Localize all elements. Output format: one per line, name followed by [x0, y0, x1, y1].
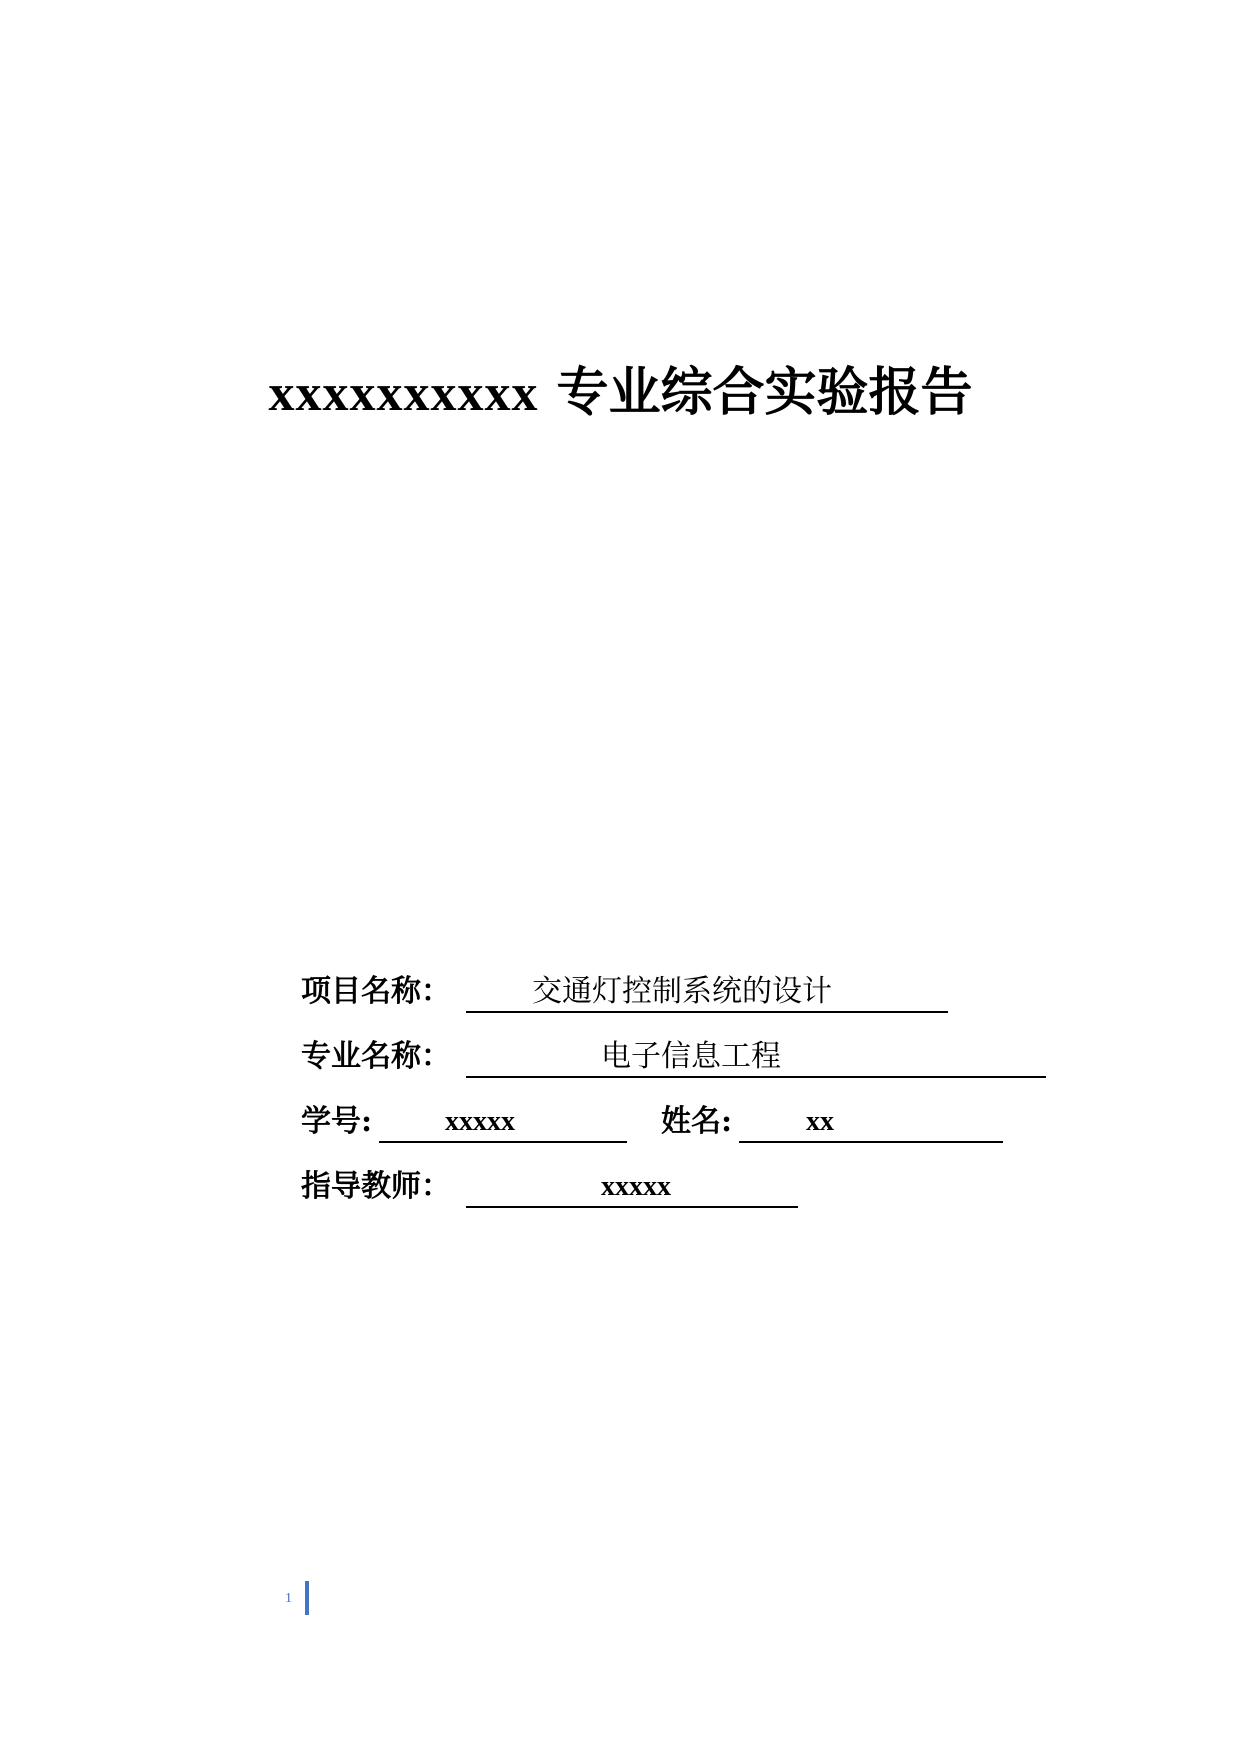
- major-label: 专业名称：: [301, 1039, 451, 1074]
- name-underline: [739, 1099, 1003, 1143]
- student-id-label: 学号:: [301, 1104, 373, 1139]
- title-suffix: 专业综合实验报告: [538, 362, 973, 423]
- major-field: [301, 1034, 1061, 1080]
- advisor-label: 指导教师：: [301, 1169, 451, 1204]
- name-label: 姓名:: [661, 1104, 733, 1139]
- advisor-underline: [466, 1164, 798, 1208]
- project-underline: [466, 969, 948, 1013]
- project-label: 项目名称：: [301, 974, 451, 1009]
- major-value: 电子信息工程: [601, 1039, 781, 1074]
- title-prefix: xxxxxxxxxx: [268, 365, 539, 422]
- page-number: 1: [285, 1591, 292, 1606]
- page-number-bar: [305, 1581, 309, 1615]
- major-underline: [466, 1034, 1046, 1078]
- student-id-value: xxxxx: [445, 1106, 515, 1137]
- student-id-field: [301, 1099, 631, 1145]
- advisor-field: [301, 1164, 821, 1210]
- project-value: 交通灯控制系统的设计: [532, 974, 832, 1009]
- name-value: xx: [806, 1106, 834, 1137]
- student-id-underline: [379, 1099, 627, 1143]
- name-field: [661, 1099, 1011, 1145]
- project-field: [301, 969, 961, 1015]
- advisor-value: xxxxx: [601, 1171, 671, 1202]
- report-title: [0, 358, 1241, 429]
